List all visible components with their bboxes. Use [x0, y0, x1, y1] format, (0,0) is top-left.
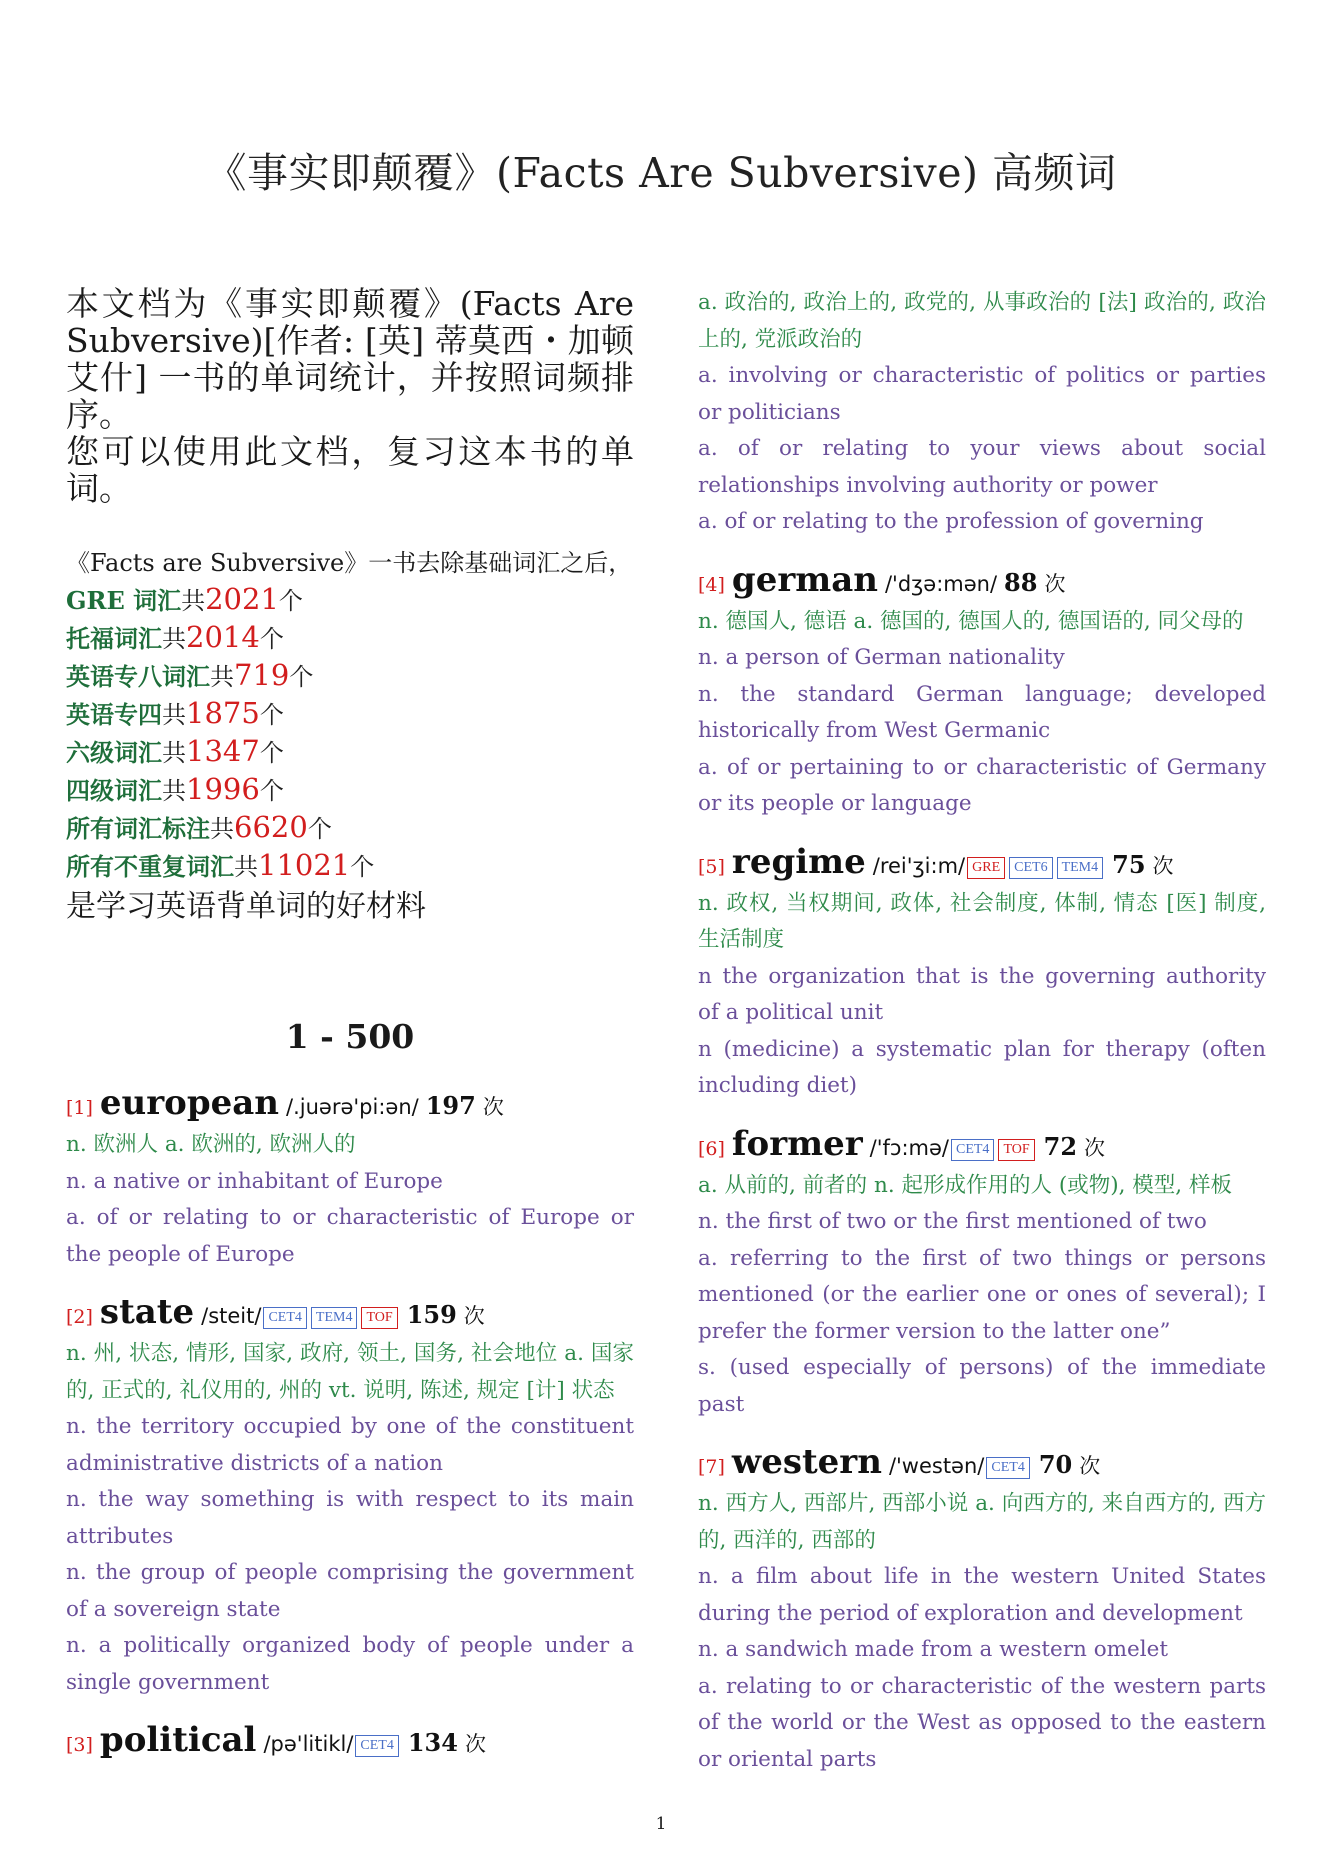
entry-count-unit: 次 [464, 1732, 486, 1756]
entry-continuation [698, 285, 1266, 541]
stat-name: 所有词汇标注 [66, 814, 210, 843]
entry-head [66, 1084, 634, 1127]
stat-line [66, 657, 634, 695]
entry-count-unit: 次 [1079, 1454, 1101, 1478]
level-badge: CET4 [986, 1457, 1029, 1479]
stat-line [66, 695, 634, 733]
stat-name: 托福词汇 [66, 624, 162, 653]
entry-count: 159 [406, 1300, 457, 1329]
left-entries [66, 1084, 634, 1764]
entry-word: european [99, 1083, 280, 1123]
word-entry [698, 1125, 1266, 1424]
definition-en: a. referring to the first of two things or persons mentioned (or the earlier one or ones of several); I prefer the former version to the latter one” [698, 1245, 1266, 1344]
stat-line [66, 847, 634, 885]
definition-en: n. the standard German language; developed historically from West Germanic [698, 681, 1266, 743]
level-badge: TOF [361, 1307, 397, 1329]
definition-en: n. the group of people comprising the government of a sovereign state [66, 1560, 634, 1622]
definition-cn: n. 政权, 当权期间, 政体, 社会制度, 体制, 情态 [医] 制度, 生活制度 [698, 890, 1266, 952]
entry-count: 72 [1043, 1131, 1078, 1161]
definition-en: a. of or pertaining to or characteristic of Germany or its people or language [698, 754, 1266, 816]
stat-mid: 共 [210, 663, 234, 691]
stat-name: 英语专四 [66, 700, 162, 729]
stat-count: 2021 [205, 582, 279, 616]
entry-phonetic: /.juərə'pi:ən/ [286, 1095, 419, 1119]
definition-en-list [698, 358, 1266, 541]
page-title: 《事实即颠覆》(Facts Are Subversive) 高频词 [205, 149, 1117, 197]
entry-count: 88 [1004, 567, 1038, 597]
stat-name: 英语专八词汇 [66, 662, 210, 691]
word-entry [66, 1084, 634, 1273]
definition-en: n. a film about life in the western United States during the period of exploration and development [698, 1564, 1266, 1626]
stat-line [66, 733, 634, 771]
stat-line [66, 771, 634, 809]
stat-unit: 个 [289, 663, 314, 691]
entry-word: political [99, 1720, 257, 1760]
definition-en: a. of or relating to or characteristic of Europe or the people of Europe [66, 1205, 634, 1267]
word-entry [66, 1293, 634, 1701]
entry-count: 134 [407, 1728, 458, 1757]
stat-unit: 个 [350, 853, 375, 881]
definition-cn: a. 政治的, 政治上的, 政党的, 从事政治的 [法] 政治的, 政治上的, 党派政治的 [698, 290, 1266, 352]
stat-unit: 个 [307, 815, 332, 843]
stat-count: 11021 [258, 848, 351, 882]
stat-mid: 共 [162, 625, 186, 653]
definition-en: a. relating to or characteristic of the western parts of the world or the West as opposed to the eastern or oriental parts [698, 1673, 1266, 1772]
entry-index: [1] [66, 1097, 93, 1119]
stat-count: 719 [234, 658, 290, 692]
stat-mid: 共 [162, 701, 186, 729]
stat-count: 2014 [186, 620, 260, 654]
entry-head [698, 843, 1266, 886]
stat-unit: 个 [259, 739, 284, 767]
stat-unit: 个 [259, 701, 284, 729]
definition-cn: a. 从前的, 前者的 n. 起形成作用的人 (或物), 模型, 样板 [698, 1172, 1232, 1198]
definition-en: a. of or relating to the profession of governing [698, 509, 1204, 534]
stat-name: GRE 词汇 [66, 586, 182, 615]
range-heading: 1 - 500 [285, 1017, 415, 1056]
stat-count: 1347 [186, 734, 260, 768]
definition-cn: n. 德国人, 德语 a. 德国的, 德国人的, 德国语的, 同父母的 [698, 608, 1244, 634]
page-number: 1 [655, 1814, 667, 1834]
entry-phonetic: /steit/ [201, 1304, 262, 1328]
entry-word: regime [731, 841, 866, 882]
definition-en: n. a sandwich made from a western omelet [698, 1637, 1168, 1662]
stat-line [66, 809, 634, 847]
entry-phonetic: /pə'litikl/ [263, 1732, 354, 1756]
right-column [698, 285, 1266, 1798]
entry-count-unit: 次 [1152, 853, 1174, 878]
entry-head [698, 1125, 1266, 1168]
level-badge: TEM4 [1057, 857, 1104, 879]
entry-word: former [731, 1123, 863, 1164]
stats-closing: 是学习英语背单词的好材料 [66, 889, 426, 924]
entry-index: [3] [66, 1734, 93, 1756]
entry-count-unit: 次 [463, 1304, 485, 1328]
entry-word: state [99, 1292, 195, 1332]
left-column [66, 285, 634, 1764]
intro-paragraph-2: 您可以使用此文档，复习这本书的单词。 [66, 432, 634, 508]
stat-name: 四级词汇 [66, 776, 162, 805]
stat-unit: 个 [259, 777, 284, 805]
word-entry [66, 1721, 634, 1764]
level-badge: CET4 [951, 1139, 994, 1161]
entry-phonetic: /'fɔ:mə/ [869, 1135, 949, 1160]
definition-en: n (medicine) a systematic plan for therapy (often including diet) [698, 1036, 1266, 1098]
entry-index: [6] [698, 1137, 725, 1160]
stat-count: 1996 [186, 772, 260, 806]
entry-count-unit: 次 [1084, 1135, 1106, 1160]
stat-name: 六级词汇 [66, 738, 162, 767]
entry-word: western [731, 1442, 882, 1482]
entry-head [698, 561, 1266, 604]
stats-lead: 《Facts are Subversive》一书去除基础词汇之后， [66, 549, 633, 577]
entry-index: [4] [698, 573, 725, 596]
definition-en: n the organization that is the governing authority of a political unit [698, 963, 1266, 1025]
stat-line [66, 581, 634, 619]
entry-head [698, 1443, 1266, 1486]
stat-mid: 共 [181, 587, 206, 615]
definition-en: n. a politically organized body of people under a single government [66, 1633, 634, 1695]
entry-count: 70 [1038, 1450, 1073, 1479]
entry-index: [5] [698, 855, 725, 878]
definition-cn: n. 欧洲人 a. 欧洲的, 欧洲人的 [66, 1132, 356, 1157]
stats-list [66, 581, 634, 885]
entry-phonetic: /'westən/ [888, 1454, 985, 1478]
stat-mid: 共 [234, 853, 258, 881]
right-entries [698, 561, 1266, 1779]
definition-en: a. involving or characteristic of politics or parties or politicians [698, 363, 1266, 425]
entry-index: [7] [698, 1456, 725, 1478]
definition-cn: n. 州, 状态, 情形, 国家, 政府, 领土, 国务, 社会地位 a. 国家的, 正式的, 礼仪用的, 州的 vt. 说明, 陈述, 规定 [计] 状态 [66, 1341, 634, 1403]
level-badge: TOF [998, 1139, 1034, 1161]
stat-line [66, 619, 634, 657]
entry-phonetic: /'dʒə:mən/ [884, 571, 998, 596]
stat-name: 所有不重复词汇 [66, 852, 234, 881]
stat-mid: 共 [210, 815, 234, 843]
level-badge: GRE [967, 857, 1005, 879]
entry-count-unit: 次 [482, 1095, 504, 1119]
definition-en: n. the first of two or the first mentioned of two [698, 1209, 1207, 1234]
entry-head [66, 1293, 634, 1336]
entry-head [66, 1721, 634, 1764]
level-badge: TEM4 [311, 1307, 358, 1329]
definition-en: n. a person of German nationality [698, 645, 1065, 670]
word-entry [698, 1443, 1266, 1778]
definition-en: a. of or relating to your views about social relationships involving authority or power [698, 436, 1266, 498]
entry-count: 197 [425, 1091, 476, 1120]
entry-word: german [731, 559, 878, 600]
entry-index: [2] [66, 1306, 93, 1328]
definition-cn: n. 西方人, 西部片, 西部小说 a. 向西方的, 来自西方的, 西方的, 西洋的, 西部的 [698, 1491, 1266, 1553]
stat-count: 6620 [234, 810, 308, 844]
intro-paragraph-1: 本文档为《事实即颠覆》(Facts Are Subversive)[作者: [英] 蒂莫西・加顿艾什] 一书的单词统计，并按照词频排序。 [66, 284, 634, 434]
intro-stats [66, 545, 634, 925]
entry-count: 75 [1112, 849, 1146, 879]
stat-mid: 共 [162, 739, 186, 767]
word-entry [698, 561, 1266, 823]
definition-en: n. a native or inhabitant of Europe [66, 1168, 443, 1194]
definition-en: n. the way something is with respect to its main attributes [66, 1487, 634, 1549]
level-badge: CET4 [355, 1735, 398, 1757]
level-badge: CET4 [263, 1307, 306, 1329]
definition-en: s. (used especially of persons) of the immediate past [698, 1355, 1266, 1417]
entry-count-unit: 次 [1044, 571, 1066, 596]
level-badge: CET6 [1009, 857, 1052, 879]
stat-mid: 共 [162, 777, 186, 805]
entry-phonetic: /rei'ʒi:m/ [872, 853, 966, 878]
definition-en: n. the territory occupied by one of the constituent administrative districts of a nation [66, 1414, 634, 1476]
word-entry [698, 843, 1266, 1105]
stat-unit: 个 [259, 625, 284, 653]
stat-unit: 个 [278, 587, 303, 615]
stat-count: 1875 [186, 696, 260, 730]
